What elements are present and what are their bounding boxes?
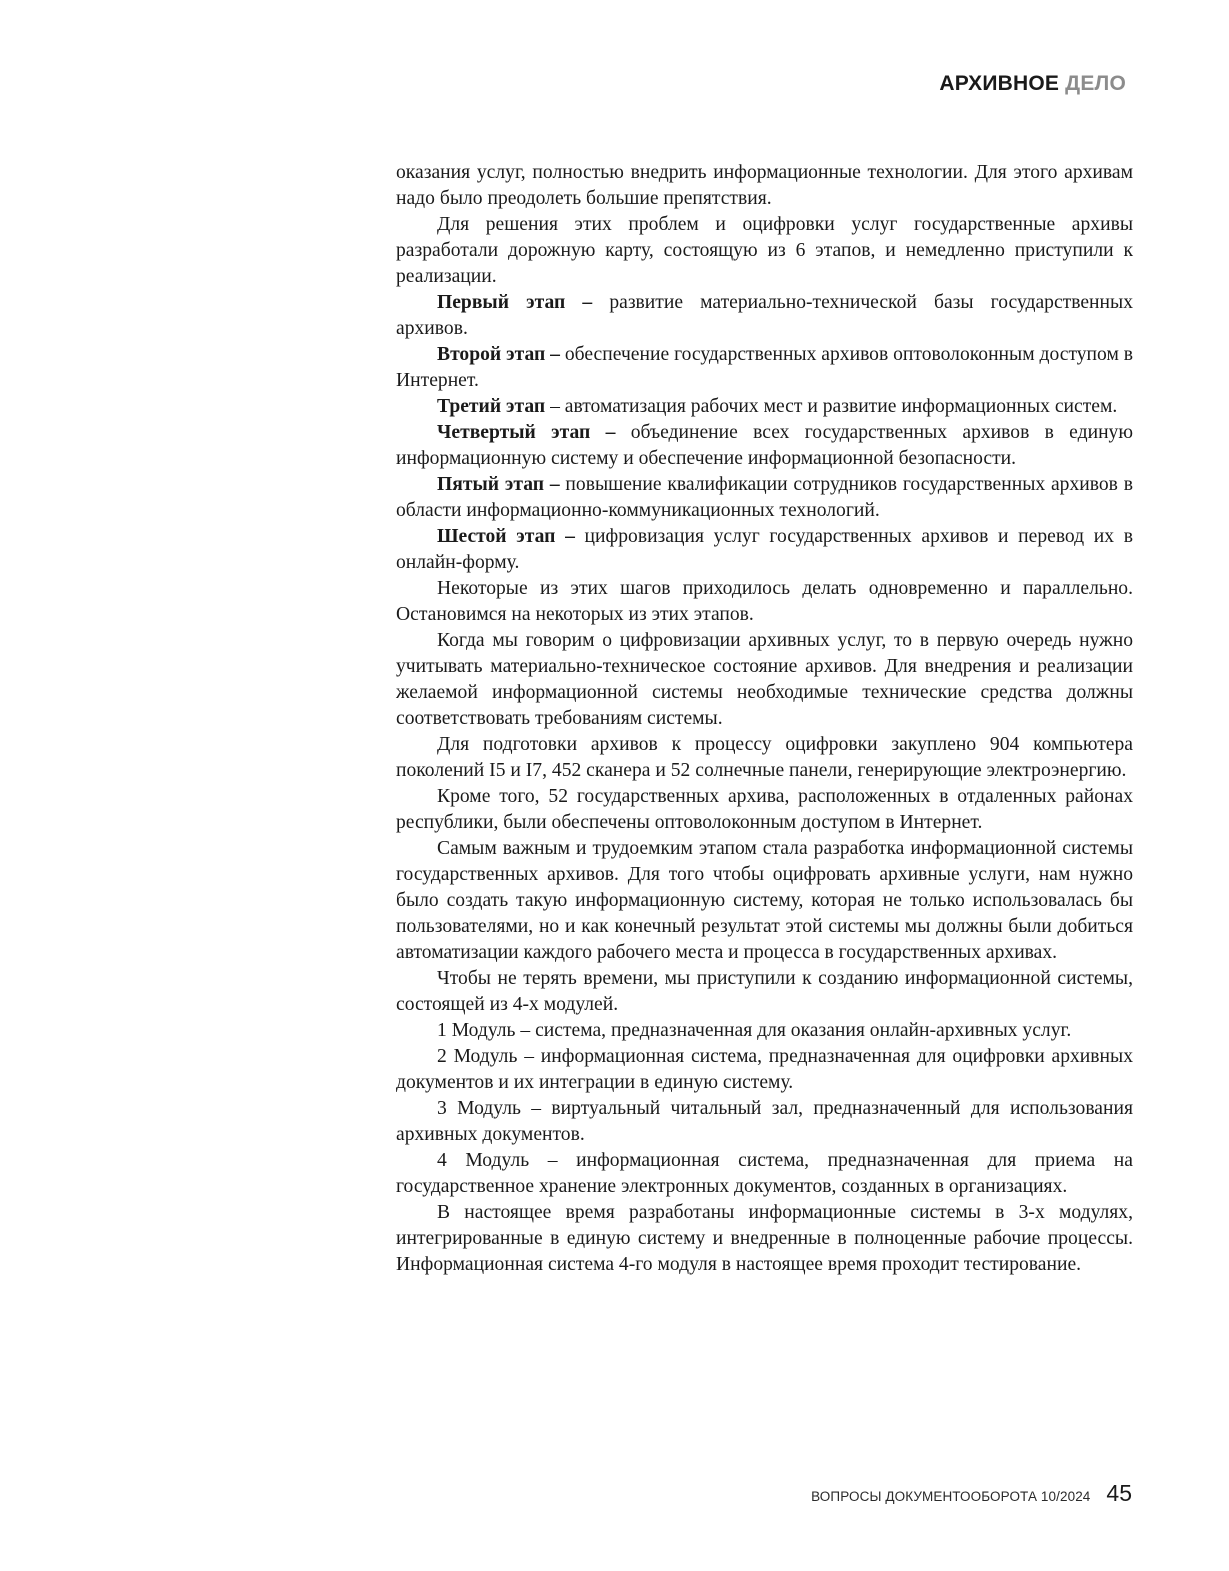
paragraph-lead: Четвертый этап –	[437, 422, 616, 443]
paragraph-module-4	[396, 1148, 1133, 1200]
paragraph-stage-6	[396, 524, 1133, 576]
paragraph-lead: Второй этап –	[437, 344, 560, 365]
paragraph	[396, 966, 1133, 1018]
paragraph-stage-1	[396, 290, 1133, 342]
paragraph	[396, 628, 1133, 732]
paragraph-text: Для решения этих проблем и оцифровки услуг государственные архивы разработали дорожную карту, состоящую из 6 этапов, и немедленно приступили к реализации.	[396, 214, 1133, 287]
paragraph-text: – автоматизация рабочих мест и развитие информационных систем.	[545, 396, 1118, 417]
paragraph-text: 2 Модуль – информационная система, предназначенная для оцифровки архивных документов и их интеграции в единую систему.	[396, 1046, 1133, 1093]
paragraph-lead: Пятый этап –	[437, 474, 560, 495]
paragraph-text: В настоящее время разработаны информационные системы в 3-х модулях, интегрированные в единую систему и внедренные в полноценные рабочие процессы. Информационная система 4-го модуля в настоящее время проходит тестирование.	[396, 1202, 1133, 1275]
paragraph-text: Кроме того, 52 государственных архива, расположенных в отдаленных районах республики, были обеспечены оптоволоконным доступом в Интернет.	[396, 786, 1133, 833]
section-header-part2: ДЕЛО	[1065, 72, 1126, 95]
paragraph-module-3	[396, 1096, 1133, 1148]
paragraph-text: Для подготовки архивов к процессу оцифровки закуплено 904 компьютера поколений I5 и I7, 452 сканера и 52 солнечные панели, генерирующие электроэнергию.	[396, 734, 1133, 781]
paragraph-stage-2	[396, 342, 1133, 394]
paragraph-text: Некоторые из этих шагов приходилось делать одновременно и параллельно. Остановимся на некоторых из этих этапов.	[396, 578, 1133, 625]
article-body	[396, 160, 1133, 1278]
paragraph-text: развитие материально-технической базы государственных архивов.	[396, 292, 1133, 339]
paragraph-stage-5	[396, 472, 1133, 524]
paragraph-module-1	[396, 1018, 1133, 1044]
paragraph	[396, 732, 1133, 784]
paragraph-text: цифровизация услуг государственных архивов и перевод их в онлайн-форму.	[396, 526, 1133, 573]
paragraph-lead: Первый этап –	[437, 292, 593, 313]
paragraph-text: Чтобы не терять времени, мы приступили к созданию информационной системы, состоящей из 4-х модулей.	[396, 968, 1133, 1015]
paragraph-lead: Шестой этап –	[437, 526, 575, 547]
paragraph	[396, 784, 1133, 836]
paragraph-stage-4	[396, 420, 1133, 472]
paragraph-text: обеспечение государственных архивов оптоволоконным доступом в Интернет.	[396, 344, 1134, 391]
paragraph	[396, 212, 1133, 290]
paragraph-text: повышение квалификации сотрудников государственных архивов в области информационно-коммуникационных технологий.	[396, 474, 1133, 521]
paragraph	[396, 836, 1133, 966]
paragraph-text: 4 Модуль – информационная система, предназначенная для приема на государственное хранение электронных документов, созданных в организациях.	[396, 1150, 1133, 1197]
section-header	[939, 72, 1126, 96]
paragraph-stage-3	[396, 394, 1133, 420]
paragraph-module-2	[396, 1044, 1133, 1096]
page-number: 45	[1106, 1480, 1132, 1506]
paragraph-text: оказания услуг, полностью внедрить информационные технологии. Для этого архивам надо было преодолеть большие препятствия.	[396, 162, 1133, 209]
section-header-part1: АРХИВНОЕ	[939, 72, 1060, 95]
paragraph-text: 1 Модуль – система, предназначенная для оказания онлайн-архивных услуг.	[437, 1020, 1072, 1041]
paragraph-text: объединение всех государственных архивов в единую информационную систему и обеспечение информационной безопасности.	[396, 422, 1133, 469]
paragraph-text: Самым важным и трудоемким этапом стала разработка информационной системы государственных архивов. Для того чтобы оцифровать архивные услуги, нам нужно было создать такую информационную систему, которая не только использовалась бы пользователями, но и как конечный результат этой системы мы должны были добиться автоматизации каждого рабочего места и процесса в государственных архивах.	[396, 838, 1133, 963]
paragraph-text: 3 Модуль – виртуальный читальный зал, предназначенный для использования архивных документов.	[396, 1098, 1133, 1145]
journal-name: ВОПРОСЫ ДОКУМЕНТООБОРОТА 10/2024	[811, 1489, 1091, 1504]
paragraph	[396, 576, 1133, 628]
paragraph	[396, 160, 1133, 212]
page-footer	[811, 1480, 1132, 1507]
paragraph	[396, 1200, 1133, 1278]
paragraph-lead: Третий этап	[437, 396, 546, 417]
paragraph-text: Когда мы говорим о цифровизации архивных услуг, то в первую очередь нужно учитывать материально-техническое состояние архивов. Для внедрения и реализации желаемой информационной системы необходимые технические средства должны соответствовать требованиям системы.	[396, 630, 1133, 729]
